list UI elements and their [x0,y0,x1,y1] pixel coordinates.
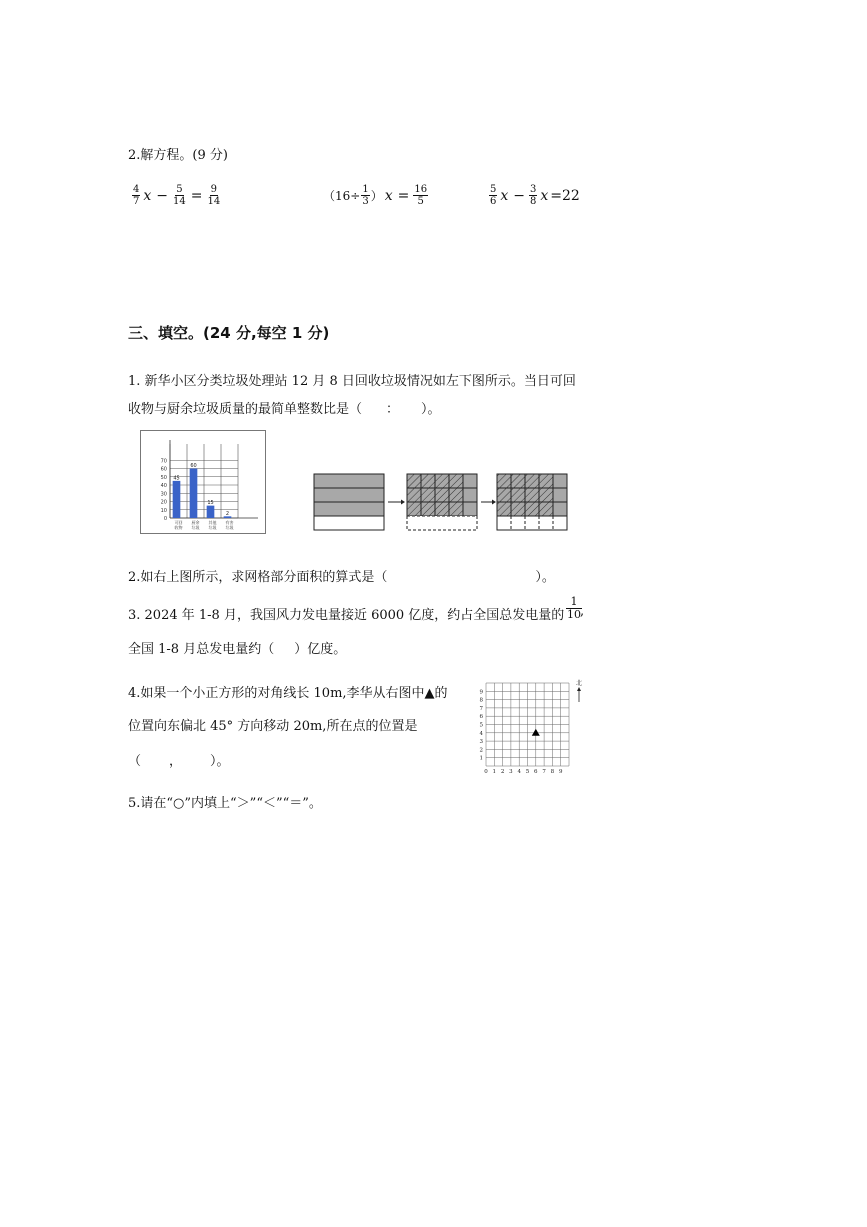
q1-line-2: 收物与厨余垃圾质量的最简单整数比是（ ： ）。 [128,402,441,417]
x-tick-label: 9 [558,769,563,775]
north-arrow-head-icon [577,687,581,691]
arrow-icon-2 [481,500,496,505]
category-label: 垃圾 [191,525,200,530]
bar [173,481,181,518]
category-label: 有害 [225,520,234,525]
q3-line-1: 3. 2024 年 1-8 月，我国风力发电量接近 6000 亿度，约占全国总发电量的 [128,608,565,623]
bar [190,469,198,519]
north-label: 北 [575,680,583,687]
x-tick-label: 6 [534,769,538,775]
x-tick-label: 4 [517,769,521,775]
x-tick-label: 7 [542,769,546,775]
area-rect-1 [314,474,384,530]
x-tick-label: 0 [484,769,488,775]
q3-fraction: 1 10 [567,595,581,621]
y-tick-label: 3 [479,739,483,746]
y-tick-label: 20 [160,499,167,506]
equation-3: $\frac{5}{6}$ x − $\frac{3}{8}$ x =22 [490,184,580,207]
q5-text: 5.请在“○”内填上“＞”“＜”“＝”。 [128,796,322,811]
category-label: 收物 [174,525,183,530]
y-tick-label: 60 [160,466,167,473]
y-tick-label: 6 [479,714,483,721]
triangle-marker-icon [532,729,540,736]
arrow-icon-1 [388,500,405,505]
category-label: 垃圾 [225,525,234,530]
area-rect-2 [407,474,477,530]
section-2-title: 2.解方程。(9 分) [128,148,228,163]
q1-line-1: 1. 新华小区分类垃圾处理站 12 月 8 日回收垃圾情况如左下图所示。当日可回 [128,374,576,389]
q3-line-2: 全国 1-8 月总发电量约（ ）亿度。 [128,642,347,657]
q4-line-3: （ ， ）。 [128,754,230,769]
category-label: 其他 [208,520,217,525]
y-tick-label: 40 [160,483,167,489]
area-rect-3 [497,474,567,530]
y-tick-label: 8 [479,697,483,704]
fraction-area-diagram [312,470,572,532]
q4-line-2: 位置向东偏北 45° 方向移动 20m,所在点的位置是 [128,719,418,734]
x-tick-label: 1 [492,769,497,775]
x-tick-label: 8 [550,769,555,775]
y-tick-label: 0 [163,516,167,522]
q4-line-1: 4.如果一个小正方形的对角线长 10m,李华从右图中▲的 [128,686,448,701]
x-tick-label: 5 [525,769,530,775]
y-tick-label: 50 [160,474,167,481]
bar-value-label: 60 [190,463,197,469]
y-tick-label: 1 [479,755,483,762]
y-tick-label: 70 [160,458,167,465]
y-tick-label: 10 [160,507,167,514]
y-tick-label: 4 [479,730,483,737]
bar-value-label: 15 [207,500,214,507]
category-label: 可回 [174,520,183,525]
equation-1: $\frac{4}{7}$ x − $\frac{5}{14}$ = $\frac{9}{14}$ [133,184,221,207]
y-tick-label: 7 [479,705,483,712]
bar-value-label: 2 [225,510,230,517]
y-tick-label: 5 [479,722,483,729]
y-tick-label: 2 [479,747,483,754]
category-label: 厨余 [191,520,200,525]
coordinate-grid [476,676,588,778]
category-label: 垃圾 [208,525,217,530]
y-tick-label: 30 [160,491,167,498]
section-3-heading: 三、填空。(24 分,每空 1 分) [128,324,330,342]
q2-text: 2.如右上图所示，求网格部分面积的算式是（ ）。 [128,570,555,585]
equation-2: （16÷ $\frac{1}{3}$ ） x = $\frac{16}{5}$ [323,184,428,207]
x-tick-label: 2 [500,769,505,775]
x-tick-label: 3 [509,769,513,775]
bar-value-label: 45 [173,475,180,482]
bar [207,506,215,518]
q3-comma: , [580,604,585,619]
y-tick-label: 9 [479,689,483,696]
garbage-bar-chart [140,430,266,534]
